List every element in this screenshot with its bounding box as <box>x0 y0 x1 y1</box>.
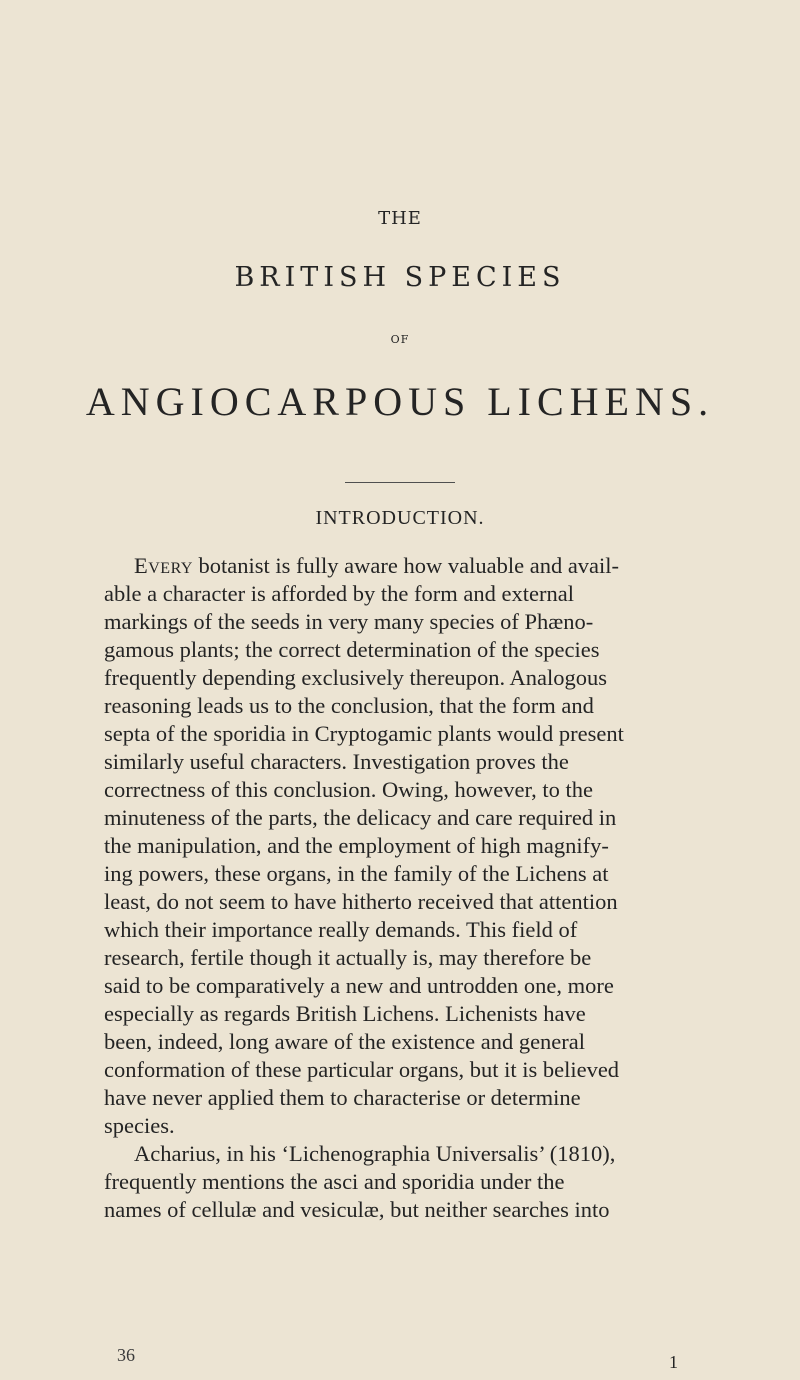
paragraph-line-14: which their importance really demands. This field of <box>104 917 578 942</box>
paragraph-line-2: able a character is afforded by the form and external <box>104 581 574 606</box>
paragraph-line-10: minuteness of the parts, the delicacy and care required in <box>104 805 617 830</box>
paragraph-line-6: reasoning leads us to the conclusion, that the form and <box>104 693 594 718</box>
paragraph-line-11: the manipulation, and the employment of high magnify- <box>104 833 609 858</box>
title-divider <box>345 482 455 483</box>
opening-word: Every <box>134 553 193 578</box>
paragraph-line-20: have never applied them to characterise or determine <box>104 1085 581 1110</box>
paragraph-line-5: frequently depending exclusively thereupon. Analogous <box>104 665 607 690</box>
paragraph-line-18: been, indeed, long aware of the existence and general <box>104 1029 586 1054</box>
paragraph-line-13: least, do not seem to have hitherto received that attention <box>104 889 618 914</box>
paragraph-line-15: research, fertile though it actually is, may therefore be <box>104 945 592 970</box>
paragraph-line-23: frequently mentions the asci and sporidia under the <box>104 1169 565 1194</box>
paragraph-line-9: correctness of this conclusion. Owing, however, to the <box>104 777 593 802</box>
paragraph-line-7: septa of the sporidia in Cryptogamic plants would present <box>104 721 624 746</box>
paragraph-line-3: markings of the seeds in very many species of Phæno- <box>104 609 594 634</box>
paragraph-line-16: said to be comparatively a new and untrodden one, more <box>104 973 614 998</box>
paragraph-line-8: similarly useful characters. Investigation proves the <box>104 749 569 774</box>
title-main: BRITISH SPECIES <box>234 262 566 293</box>
paragraph-line-22: Acharius, in his ‘Lichenographia Universalis’ (1810), <box>134 1141 616 1166</box>
paragraph-line-24: names of cellulæ and vesiculæ, but neither searches into <box>104 1197 610 1222</box>
paragraph-line-12: ing powers, these organs, in the family of the Lichens at <box>104 861 609 886</box>
page-number: 1 <box>669 1352 678 1372</box>
paragraph-line-4: gamous plants; the correct determination of the species <box>104 637 600 662</box>
signature-mark: 36 <box>117 1345 135 1365</box>
title-subject: ANGIOCARPOUS LICHENS. <box>85 379 715 424</box>
paragraph-line-19: conformation of these particular organs, but it is believed <box>104 1057 620 1082</box>
paragraph-line-17: especially as regards British Lichens. Lichenists have <box>104 1001 586 1026</box>
paragraph-line-21: species. <box>104 1113 175 1138</box>
section-heading: INTRODUCTION. <box>315 507 485 529</box>
introduction-text <box>0 552 800 1332</box>
paragraph-line-1 <box>134 552 698 580</box>
paragraph-line-1-text: botanist is fully aware how valuable and avail- <box>192 553 620 578</box>
title-prefix: THE <box>378 208 422 229</box>
title-connector: OF <box>390 333 410 346</box>
